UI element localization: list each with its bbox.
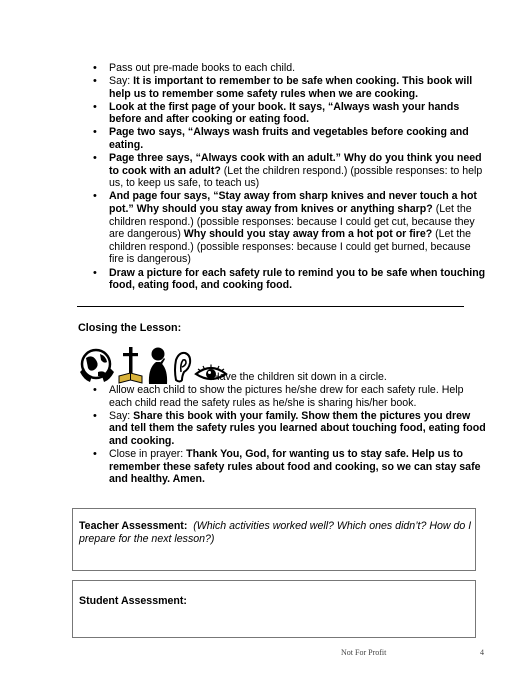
plain-text: Allow each child to show the pictures he/she drew for each safety rule. Help each child read the safety rules as he/she is sharing his/her book. — [109, 384, 464, 409]
cross-book-icon — [118, 346, 144, 384]
bold-text: It is important to remember to be safe when cooking. This book will help us to remember some safety rules when we are cooking. — [109, 75, 473, 100]
plain-text: Pass out pre-made books to each child. — [109, 62, 296, 74]
bold-text: Thank You, God, for wanting us to stay safe. Help us to remember these safety rules about food and cooking, so we can stay safe and healthy. Amen. — [109, 447, 481, 486]
bold-text: Why should you stay away from a hot pot or fire? — [183, 228, 433, 241]
list-item — [92, 410, 487, 448]
closing-list — [92, 384, 487, 486]
plain-text: (Let the children respond.) (possible responses: because I could get burned, because fire is dangerous) — [109, 228, 472, 266]
ear-icon — [172, 350, 192, 384]
list-item — [92, 101, 487, 126]
teacher-assessment-text — [79, 520, 475, 546]
globe-hands-icon — [78, 346, 116, 384]
student-assessment-box[interactable] — [72, 580, 476, 638]
plain-text: (Let the children respond.) (possible responses: to help us, to keep us safe, to teach us) — [109, 164, 483, 190]
list-item — [92, 126, 487, 151]
teacher-assessment-label: Teacher Assessment: — [79, 520, 188, 532]
list-item — [92, 62, 487, 75]
footer-note: Not For Profit — [341, 648, 387, 657]
plain-text: Close in prayer: — [109, 447, 187, 460]
bold-text: Page three says, “Always cook with an adult.” Why do you think you need to cook with an adult? — [109, 152, 482, 177]
instruction-list — [92, 62, 487, 292]
section-divider — [77, 306, 464, 307]
bold-text: Look at the first page of your book. It says, “Always wash your hands before and after cooking or eating food. — [109, 100, 460, 126]
circle-instruction: Have the children sit down in a circle. — [212, 371, 387, 383]
bold-text: Page two says, “Always wash fruits and vegetables before cooking and eating. — [109, 126, 469, 152]
teacher-assessment-box[interactable] — [72, 508, 476, 571]
list-item — [92, 267, 487, 292]
list-item — [92, 152, 487, 190]
teacher-assessment-prompt: (Which activities worked well? Which ones didn’t? How do I prepare for the next lesson?) — [79, 520, 472, 545]
plain-text: (Let the children respond.) (possible responses: because I could get cut, because they are dangerous) — [109, 203, 475, 241]
bold-text: Share this book with your family. Show them the pictures you drew and tell them the safety rules you learned about touching food, eating food and cooking. — [109, 409, 486, 447]
list-item — [92, 384, 487, 409]
plain-text: Say: — [109, 409, 134, 422]
activity-icons — [78, 344, 228, 384]
list-item — [92, 448, 487, 486]
student-assessment-text — [79, 595, 187, 608]
list-item — [92, 75, 487, 100]
bold-text: Draw a picture for each safety rule to remind you to be safe when touching food, eating food, and cooking food. — [109, 266, 486, 292]
list-item — [92, 190, 487, 266]
bold-text: And page four says, “Stay away from sharp knives and never touch a hot pot.” Why should you stay away from knives or anything sharp? — [109, 190, 477, 216]
plain-text: Say: — [109, 75, 134, 88]
page-number: 4 — [480, 648, 484, 657]
closing-heading: Closing the Lesson: — [78, 322, 182, 334]
student-assessment-label: Student Assessment: — [79, 595, 187, 607]
praying-child-icon — [146, 346, 170, 384]
